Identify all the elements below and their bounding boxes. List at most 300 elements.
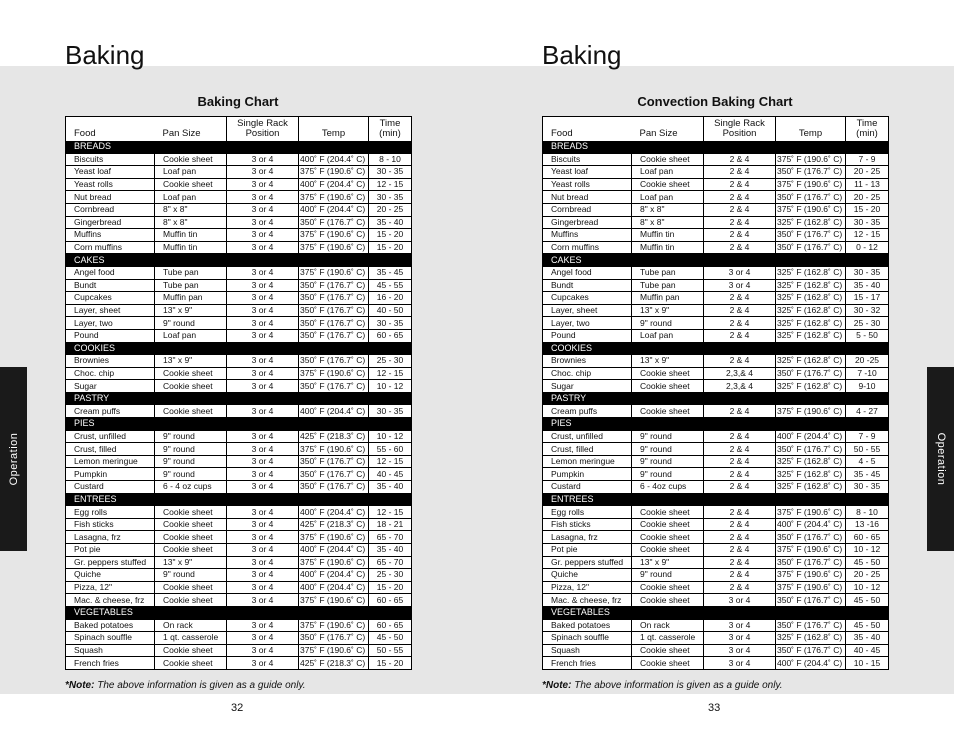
food-cell: Yeast rolls <box>543 178 632 191</box>
rack-position-cell: 2 & 4 <box>704 544 776 557</box>
time-cell: 35 - 40 <box>369 544 412 557</box>
temp-cell: 375˚ F (190.6˚ C) <box>299 191 369 204</box>
temp-cell: 350˚ F (176.7˚ C) <box>299 632 369 645</box>
temp-cell: 375˚ F (190.6˚ C) <box>299 241 369 254</box>
time-cell: 15 - 20 <box>369 241 412 254</box>
time-cell: 7 - 9 <box>846 153 889 166</box>
time-cell: 12 - 15 <box>369 455 412 468</box>
pan-size-cell: Cookie sheet <box>155 153 227 166</box>
table-row <box>66 632 412 645</box>
rack-position-cell: 3 or 4 <box>704 279 776 292</box>
time-cell: 7 - 9 <box>846 430 889 443</box>
rack-position-cell: 3 or 4 <box>227 317 299 330</box>
food-cell: Gr. peppers stuffed <box>66 556 155 569</box>
rack-position-cell: 3 or 4 <box>227 229 299 242</box>
food-cell: Pumpkin <box>543 468 632 481</box>
time-cell: 20 - 25 <box>846 191 889 204</box>
time-cell: 60 - 65 <box>846 531 889 544</box>
temp-cell: 325˚ F (162.8˚ C) <box>776 355 846 368</box>
category-label: CAKES <box>66 254 412 267</box>
right-note <box>542 680 783 691</box>
rack-position-cell: 3 or 4 <box>704 619 776 632</box>
pan-size-cell: Tube pan <box>155 279 227 292</box>
time-cell: 12 - 15 <box>846 229 889 242</box>
table-row <box>543 329 889 342</box>
category-label: VEGETABLES <box>66 606 412 619</box>
table-row <box>543 657 889 670</box>
category-label: COOKIES <box>543 342 889 355</box>
food-cell: Angel food <box>66 266 155 279</box>
rack-position-cell: 2 & 4 <box>704 506 776 519</box>
table-row <box>543 153 889 166</box>
temp-cell: 350˚ F (176.7˚ C) <box>776 443 846 456</box>
food-cell: Quiche <box>543 569 632 582</box>
time-cell: 45 - 50 <box>846 556 889 569</box>
time-cell: 25 - 30 <box>369 569 412 582</box>
table-row <box>543 355 889 368</box>
food-cell: Pound <box>543 329 632 342</box>
food-cell: Mac. & cheese, frz <box>66 594 155 607</box>
time-cell: 35 - 40 <box>369 216 412 229</box>
category-row <box>66 342 412 355</box>
time-cell: 10 - 12 <box>369 430 412 443</box>
pan-size-cell: 13" x 9" <box>632 304 704 317</box>
temp-cell: 350˚ F (176.7˚ C) <box>776 191 846 204</box>
time-cell: 9-10 <box>846 380 889 393</box>
pan-size-cell: Tube pan <box>632 279 704 292</box>
rack-position-cell: 3 or 4 <box>227 292 299 305</box>
rack-position-cell: 3 or 4 <box>227 443 299 456</box>
category-row <box>543 606 889 619</box>
food-cell: Cupcakes <box>543 292 632 305</box>
time-cell: 45 - 50 <box>846 619 889 632</box>
time-cell: 20 - 25 <box>846 166 889 179</box>
temp-cell: 325˚ F (162.8˚ C) <box>776 317 846 330</box>
pan-size-cell: 9" round <box>155 317 227 330</box>
rack-position-cell: 3 or 4 <box>227 216 299 229</box>
table-row <box>66 367 412 380</box>
time-cell: 30 - 35 <box>846 216 889 229</box>
food-cell: Gr. peppers stuffed <box>543 556 632 569</box>
table-row <box>543 292 889 305</box>
food-cell: Yeast loaf <box>543 166 632 179</box>
food-cell: Cornbread <box>543 203 632 216</box>
time-cell: 40 - 45 <box>369 468 412 481</box>
pan-size-cell: Muffin tin <box>632 229 704 242</box>
rack-position-cell: 2 & 4 <box>704 405 776 418</box>
category-label: VEGETABLES <box>543 606 889 619</box>
temp-cell: 325˚ F (162.8˚ C) <box>776 266 846 279</box>
rack-position-cell: 3 or 4 <box>227 153 299 166</box>
pan-size-cell: Tube pan <box>155 266 227 279</box>
temp-cell: 375˚ F (190.6˚ C) <box>776 544 846 557</box>
pan-size-cell: Cookie sheet <box>155 644 227 657</box>
category-row <box>543 141 889 153</box>
table-row <box>66 266 412 279</box>
category-label: CAKES <box>543 254 889 267</box>
time-cell: 30 - 35 <box>846 481 889 494</box>
food-cell: Layer, sheet <box>66 304 155 317</box>
pan-size-cell: Cookie sheet <box>155 594 227 607</box>
pan-size-cell: Tube pan <box>632 266 704 279</box>
category-label: PASTRY <box>543 392 889 405</box>
rack-position-cell: 3 or 4 <box>227 594 299 607</box>
table-row <box>543 556 889 569</box>
pan-size-cell: 9" round <box>632 468 704 481</box>
rack-position-cell: 3 or 4 <box>227 644 299 657</box>
table-row <box>66 178 412 191</box>
table-row <box>66 443 412 456</box>
temp-cell: 425˚ F (218.3˚ C) <box>299 657 369 670</box>
rack-position-cell: 3 or 4 <box>227 455 299 468</box>
temp-cell: 375˚ F (190.6˚ C) <box>776 203 846 216</box>
time-cell: 20 -25 <box>846 355 889 368</box>
category-label: COOKIES <box>66 342 412 355</box>
food-cell: Squash <box>66 644 155 657</box>
food-cell: Biscuits <box>543 153 632 166</box>
food-cell: Mac. & cheese, frz <box>543 594 632 607</box>
temp-cell: 375˚ F (190.6˚ C) <box>776 581 846 594</box>
rack-position-cell: 2 & 4 <box>704 468 776 481</box>
pan-size-cell: Cookie sheet <box>155 531 227 544</box>
header-pan-size: Pan Size <box>632 117 704 142</box>
food-cell: Layer, two <box>543 317 632 330</box>
temp-cell: 325˚ F (162.8˚ C) <box>776 380 846 393</box>
temp-cell: 350˚ F (176.7˚ C) <box>299 216 369 229</box>
table-row <box>66 455 412 468</box>
time-cell: 30 - 35 <box>846 266 889 279</box>
temp-cell: 400˚ F (204.4˚ C) <box>776 657 846 670</box>
time-cell: 35 - 40 <box>369 481 412 494</box>
temp-cell: 400˚ F (204.4˚ C) <box>776 518 846 531</box>
rack-position-cell: 2 & 4 <box>704 153 776 166</box>
rack-position-cell: 3 or 4 <box>227 380 299 393</box>
time-cell: 45 - 50 <box>846 594 889 607</box>
food-cell: Brownies <box>66 355 155 368</box>
temp-cell: 350˚ F (176.7˚ C) <box>776 619 846 632</box>
temp-cell: 350˚ F (176.7˚ C) <box>776 556 846 569</box>
side-tab-label: Operation <box>7 432 20 486</box>
table-row <box>66 581 412 594</box>
pan-size-cell: 13" x 9" <box>155 304 227 317</box>
temp-cell: 350˚ F (176.7˚ C) <box>776 367 846 380</box>
table-row <box>66 329 412 342</box>
rack-position-cell: 2 & 4 <box>704 178 776 191</box>
pan-size-cell: Loaf pan <box>632 191 704 204</box>
time-cell: 30 - 35 <box>369 317 412 330</box>
rack-position-cell: 3 or 4 <box>704 594 776 607</box>
table-row <box>543 644 889 657</box>
rack-position-cell: 3 or 4 <box>227 430 299 443</box>
temp-cell: 325˚ F (162.8˚ C) <box>776 468 846 481</box>
temp-cell: 375˚ F (190.6˚ C) <box>299 644 369 657</box>
time-cell: 4 - 27 <box>846 405 889 418</box>
pan-size-cell: Muffin pan <box>155 292 227 305</box>
food-cell: Spinach souffle <box>543 632 632 645</box>
rack-position-cell: 3 or 4 <box>227 191 299 204</box>
pan-size-cell: Loaf pan <box>632 166 704 179</box>
header-time: Time (min) <box>369 117 412 142</box>
pan-size-cell: 9" round <box>155 430 227 443</box>
table-row <box>543 166 889 179</box>
pan-size-cell: 13" x 9" <box>632 355 704 368</box>
time-cell: 60 - 65 <box>369 329 412 342</box>
right-page-number: 33 <box>708 702 721 714</box>
temp-cell: 350˚ F (176.7˚ C) <box>299 455 369 468</box>
table-row <box>66 430 412 443</box>
category-row <box>66 141 412 153</box>
temp-cell: 400˚ F (204.4˚ C) <box>299 178 369 191</box>
temp-cell: 375˚ F (190.6˚ C) <box>776 178 846 191</box>
food-cell: Crust, filled <box>66 443 155 456</box>
category-row <box>543 342 889 355</box>
time-cell: 30 - 35 <box>369 405 412 418</box>
table-row <box>66 657 412 670</box>
food-cell: Yeast loaf <box>66 166 155 179</box>
table-row <box>543 581 889 594</box>
temp-cell: 375˚ F (190.6˚ C) <box>299 594 369 607</box>
table-row <box>543 569 889 582</box>
food-cell: Cream puffs <box>66 405 155 418</box>
category-row <box>66 493 412 506</box>
rack-position-cell: 3 or 4 <box>227 518 299 531</box>
rack-position-cell: 3 or 4 <box>227 241 299 254</box>
temp-cell: 350˚ F (176.7˚ C) <box>299 279 369 292</box>
temp-cell: 400˚ F (204.4˚ C) <box>299 569 369 582</box>
temp-cell: 350˚ F (176.7˚ C) <box>776 594 846 607</box>
pan-size-cell: 1 qt. casserole <box>155 632 227 645</box>
time-cell: 65 - 70 <box>369 556 412 569</box>
food-cell: Crust, unfilled <box>66 430 155 443</box>
food-cell: Pot pie <box>66 544 155 557</box>
temp-cell: 325˚ F (162.8˚ C) <box>776 481 846 494</box>
food-cell: Bundt <box>543 279 632 292</box>
table-row <box>543 518 889 531</box>
header-temp: Temp <box>299 117 369 142</box>
pan-size-cell: Cookie sheet <box>632 153 704 166</box>
temp-cell: 375˚ F (190.6˚ C) <box>299 367 369 380</box>
food-cell: Spinach souffle <box>66 632 155 645</box>
time-cell: 13 -16 <box>846 518 889 531</box>
category-label: ENTREES <box>66 493 412 506</box>
left-chart-title: Baking Chart <box>197 94 279 109</box>
pan-size-cell: Cookie sheet <box>155 367 227 380</box>
pan-size-cell: On rack <box>632 619 704 632</box>
food-cell: Corn muffins <box>66 241 155 254</box>
time-cell: 30 - 35 <box>369 191 412 204</box>
time-cell: 50 - 55 <box>846 443 889 456</box>
left-note <box>65 680 306 691</box>
table-row <box>66 241 412 254</box>
pan-size-cell: 9" round <box>632 443 704 456</box>
pan-size-cell: Cookie sheet <box>155 178 227 191</box>
rack-position-cell: 3 or 4 <box>227 531 299 544</box>
food-cell: Baked potatoes <box>543 619 632 632</box>
time-cell: 16 - 20 <box>369 292 412 305</box>
category-label: PASTRY <box>66 392 412 405</box>
pan-size-cell: 8" x 8" <box>155 203 227 216</box>
table-row <box>66 544 412 557</box>
rack-position-cell: 3 or 4 <box>227 329 299 342</box>
temp-cell: 375˚ F (190.6˚ C) <box>299 531 369 544</box>
food-cell: Baked potatoes <box>66 619 155 632</box>
table-row <box>66 619 412 632</box>
food-cell: Layer, two <box>66 317 155 330</box>
rack-position-cell: 3 or 4 <box>704 266 776 279</box>
rack-position-cell: 3 or 4 <box>227 166 299 179</box>
time-cell: 8 - 10 <box>846 506 889 519</box>
table-row <box>66 594 412 607</box>
table-row <box>543 619 889 632</box>
category-label: BREADS <box>543 141 889 153</box>
rack-position-cell: 3 or 4 <box>227 279 299 292</box>
rack-position-cell: 2 & 4 <box>704 481 776 494</box>
temp-cell: 375˚ F (190.6˚ C) <box>299 443 369 456</box>
time-cell: 55 - 60 <box>369 443 412 456</box>
time-cell: 7 -10 <box>846 367 889 380</box>
category-label: BREADS <box>66 141 412 153</box>
rack-position-cell: 2 & 4 <box>704 531 776 544</box>
temp-cell: 325˚ F (162.8˚ C) <box>776 329 846 342</box>
time-cell: 12 - 15 <box>369 506 412 519</box>
category-row <box>543 493 889 506</box>
rack-position-cell: 2 & 4 <box>704 329 776 342</box>
pan-size-cell: Loaf pan <box>155 191 227 204</box>
pan-size-cell: 8" x 8" <box>155 216 227 229</box>
pan-size-cell: 8" x 8" <box>632 203 704 216</box>
rack-position-cell: 2,3,& 4 <box>704 380 776 393</box>
food-cell: Choc. chip <box>543 367 632 380</box>
food-cell: Custard <box>543 481 632 494</box>
food-cell: Pumpkin <box>66 468 155 481</box>
table-row <box>66 229 412 242</box>
food-cell: Cornbread <box>66 203 155 216</box>
header-temp: Temp <box>776 117 846 142</box>
rack-position-cell: 3 or 4 <box>227 355 299 368</box>
side-tab-label: Operation <box>934 432 947 486</box>
time-cell: 30 - 32 <box>846 304 889 317</box>
pan-size-cell: 9" round <box>155 455 227 468</box>
temp-cell: 375˚ F (190.6˚ C) <box>299 266 369 279</box>
time-cell: 15 - 20 <box>369 581 412 594</box>
table-row <box>543 203 889 216</box>
food-cell: Sugar <box>543 380 632 393</box>
rack-position-cell: 3 or 4 <box>227 266 299 279</box>
rack-position-cell: 3 or 4 <box>227 367 299 380</box>
temp-cell: 325˚ F (162.8˚ C) <box>776 216 846 229</box>
time-cell: 50 - 55 <box>369 644 412 657</box>
rack-position-cell: 2 & 4 <box>704 229 776 242</box>
header-food: Food <box>74 128 96 139</box>
food-cell: Custard <box>66 481 155 494</box>
pan-size-cell: Cookie sheet <box>155 657 227 670</box>
time-cell: 12 - 15 <box>369 178 412 191</box>
header-pan-size: Pan Size <box>155 117 227 142</box>
pan-size-cell: Muffin tin <box>632 241 704 254</box>
pan-size-cell: 9" round <box>632 430 704 443</box>
pan-size-cell: Cookie sheet <box>632 367 704 380</box>
table-row <box>543 266 889 279</box>
left-page-title: Baking <box>65 40 145 70</box>
table-row <box>66 506 412 519</box>
rack-position-cell: 3 or 4 <box>227 304 299 317</box>
convection-baking-chart-table <box>542 116 889 670</box>
table-row <box>543 279 889 292</box>
pan-size-cell: Cookie sheet <box>155 405 227 418</box>
time-cell: 15 - 20 <box>369 657 412 670</box>
pan-size-cell: 9" round <box>632 569 704 582</box>
rack-position-cell: 2 & 4 <box>704 166 776 179</box>
temp-cell: 375˚ F (190.6˚ C) <box>776 153 846 166</box>
food-cell: Muffins <box>543 229 632 242</box>
category-row <box>66 418 412 431</box>
food-cell: Yeast rolls <box>66 178 155 191</box>
table-row <box>543 506 889 519</box>
rack-position-cell: 3 or 4 <box>704 657 776 670</box>
time-cell: 5 - 50 <box>846 329 889 342</box>
table-row <box>543 304 889 317</box>
temp-cell: 425˚ F (218.3˚ C) <box>299 430 369 443</box>
temp-cell: 325˚ F (162.8˚ C) <box>776 632 846 645</box>
pan-size-cell: Cookie sheet <box>632 594 704 607</box>
food-cell: Layer, sheet <box>543 304 632 317</box>
temp-cell: 375˚ F (190.6˚ C) <box>299 229 369 242</box>
temp-cell: 350˚ F (176.7˚ C) <box>299 468 369 481</box>
time-cell: 11 - 13 <box>846 178 889 191</box>
table-row <box>66 166 412 179</box>
table-row <box>543 380 889 393</box>
table-row <box>66 481 412 494</box>
category-label: PIES <box>543 418 889 431</box>
table-row <box>66 518 412 531</box>
right-side-tab <box>927 367 954 551</box>
time-cell: 18 - 21 <box>369 518 412 531</box>
pan-size-cell: Cookie sheet <box>632 544 704 557</box>
category-label: ENTREES <box>543 493 889 506</box>
food-cell: Lasagna, frz <box>66 531 155 544</box>
food-cell: Nut bread <box>66 191 155 204</box>
time-cell: 8 - 10 <box>369 153 412 166</box>
food-cell: Cream puffs <box>543 405 632 418</box>
table-row <box>66 317 412 330</box>
right-page-title: Baking <box>542 40 622 70</box>
temp-cell: 350˚ F (176.7˚ C) <box>776 644 846 657</box>
rack-position-cell: 2 & 4 <box>704 518 776 531</box>
category-row <box>66 254 412 267</box>
temp-cell: 375˚ F (190.6˚ C) <box>776 506 846 519</box>
pan-size-cell: Muffin tin <box>155 229 227 242</box>
header-rack-position: Single Rack Position <box>704 117 776 142</box>
food-cell: Gingerbread <box>66 216 155 229</box>
table-row <box>543 216 889 229</box>
time-cell: 10 - 15 <box>846 657 889 670</box>
food-cell: Egg rolls <box>66 506 155 519</box>
time-cell: 35 - 40 <box>846 632 889 645</box>
temp-cell: 400˚ F (204.4˚ C) <box>299 581 369 594</box>
rack-position-cell: 3 or 4 <box>227 556 299 569</box>
temp-cell: 350˚ F (176.7˚ C) <box>299 317 369 330</box>
category-row <box>543 418 889 431</box>
category-row <box>543 392 889 405</box>
rack-position-cell: 3 or 4 <box>227 481 299 494</box>
time-cell: 15 - 20 <box>369 229 412 242</box>
food-cell: Choc. chip <box>66 367 155 380</box>
table-row <box>66 556 412 569</box>
pan-size-cell: 9" round <box>155 468 227 481</box>
table-row <box>66 355 412 368</box>
left-page-number: 32 <box>231 702 244 714</box>
table-row <box>543 544 889 557</box>
